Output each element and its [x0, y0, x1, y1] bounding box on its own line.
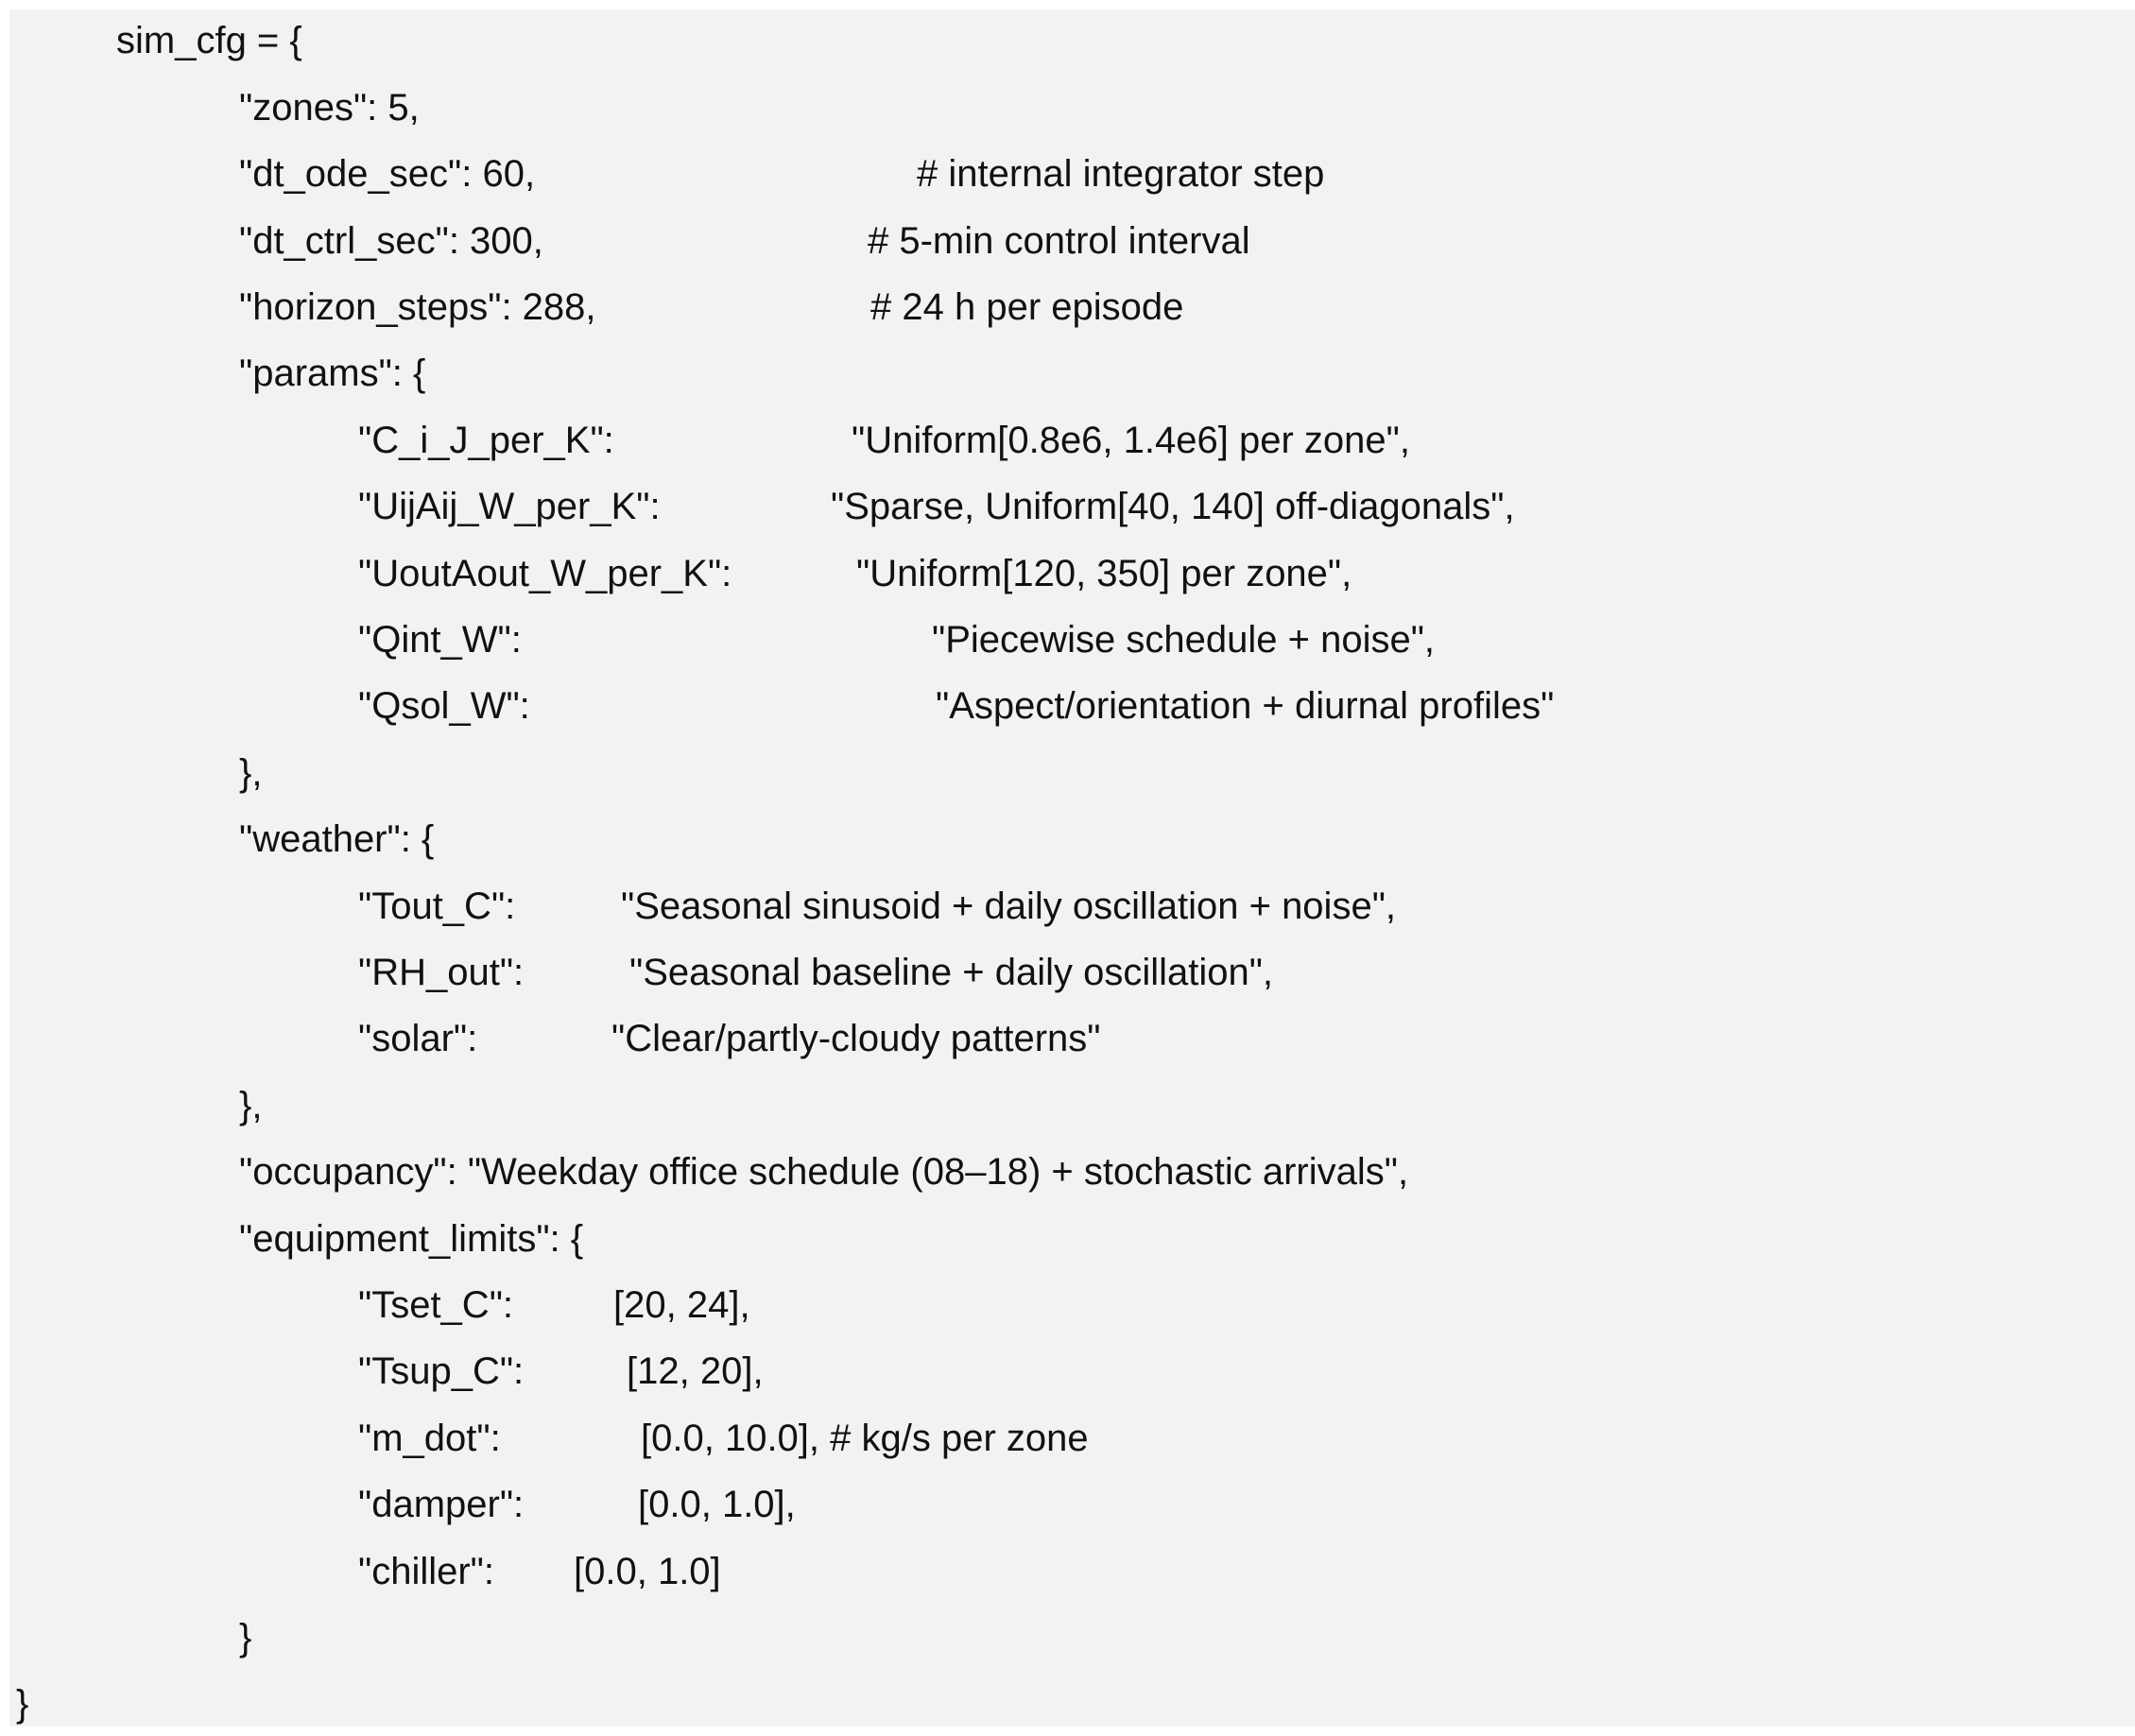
code-line-param — [358, 550, 2059, 597]
param-value: "Uniform[0.8e6, 1.4e6] per zone", — [852, 420, 1410, 461]
code-line-equipment — [358, 1348, 2059, 1395]
code-line-weather — [358, 883, 2059, 930]
code-line-params-open: "params": { — [239, 352, 426, 394]
code-line-weather-close: }, — [239, 1085, 263, 1126]
param-key: "UoutAout_W_per_K": — [358, 553, 732, 594]
code-line-dt-ode — [239, 150, 1940, 198]
equipment-key: "chiller": — [358, 1551, 494, 1592]
param-value: "Sparse, Uniform[40, 140] off-diagonals", — [831, 486, 1515, 527]
code-comment: # internal integrator step — [917, 153, 1325, 195]
code-line-equipment — [358, 1548, 2059, 1595]
weather-value: "Clear/partly-cloudy patterns" — [611, 1018, 1101, 1059]
equipment-key: "damper": — [358, 1484, 525, 1525]
code-line-weather — [358, 1015, 2059, 1062]
code-line-equipment — [358, 1481, 2059, 1528]
equipment-value: [0.0, 10.0], # kg/s per zone — [641, 1418, 1089, 1459]
param-value: "Aspect/orientation + diurnal profiles" — [936, 685, 1555, 727]
code-panel — [9, 9, 2135, 1727]
param-value: "Uniform[120, 350] per zone", — [856, 553, 1352, 594]
code-line-equipment-close: } — [239, 1617, 252, 1659]
code-key-value: "horizon_steps": 288, — [239, 286, 596, 328]
weather-key: "Tout_C": — [358, 885, 516, 927]
code-line-params-close: }, — [239, 752, 263, 794]
equipment-value: [0.0, 1.0], — [638, 1484, 796, 1525]
code-line-occupancy: "occupancy": "Weekday office schedule (08–18) + stochastic arrivals", — [239, 1151, 1409, 1193]
weather-key: "solar": — [358, 1018, 478, 1059]
code-comment: # 5-min control interval — [868, 220, 1250, 262]
code-line-equipment-open: "equipment_limits": { — [239, 1218, 584, 1260]
code-line-zones: "zones": 5, — [239, 87, 420, 129]
equipment-key: "Tsup_C": — [358, 1350, 525, 1392]
code-key-value: "dt_ctrl_sec": 300, — [239, 220, 543, 262]
code-line-equipment — [358, 1415, 2059, 1462]
param-key: "UijAij_W_per_K": — [358, 486, 661, 527]
code-line-param — [358, 417, 2059, 464]
equipment-value: [20, 24], — [613, 1284, 750, 1326]
weather-value: "Seasonal sinusoid + daily oscillation + noise", — [621, 885, 1396, 927]
code-line-weather-open: "weather": { — [239, 818, 435, 860]
code-line-weather — [358, 949, 2059, 996]
equipment-key: "m_dot": — [358, 1418, 501, 1459]
param-value: "Piecewise schedule + noise", — [932, 619, 1436, 661]
weather-value: "Seasonal baseline + daily oscillation", — [629, 952, 1274, 993]
equipment-value: [12, 20], — [627, 1350, 764, 1392]
equipment-key: "Tset_C": — [358, 1284, 514, 1326]
param-key: "C_i_J_per_K": — [358, 420, 614, 461]
code-line-equipment — [358, 1281, 2059, 1329]
code-line-close: } — [16, 1683, 29, 1725]
code-comment: # 24 h per episode — [870, 286, 1184, 328]
code-line-param — [358, 616, 2059, 663]
param-key: "Qint_W": — [358, 619, 522, 661]
code-key-value: "dt_ode_sec": 60, — [239, 153, 536, 195]
weather-key: "RH_out": — [358, 952, 525, 993]
param-key: "Qsol_W": — [358, 685, 530, 727]
code-line-open: sim_cfg = { — [116, 20, 302, 61]
equipment-value: [0.0, 1.0] — [574, 1551, 721, 1592]
code-line-param — [358, 483, 2059, 530]
code-line-dt-ctrl — [239, 217, 1940, 265]
code-line-param — [358, 682, 2059, 730]
code-line-horizon — [239, 284, 1940, 331]
